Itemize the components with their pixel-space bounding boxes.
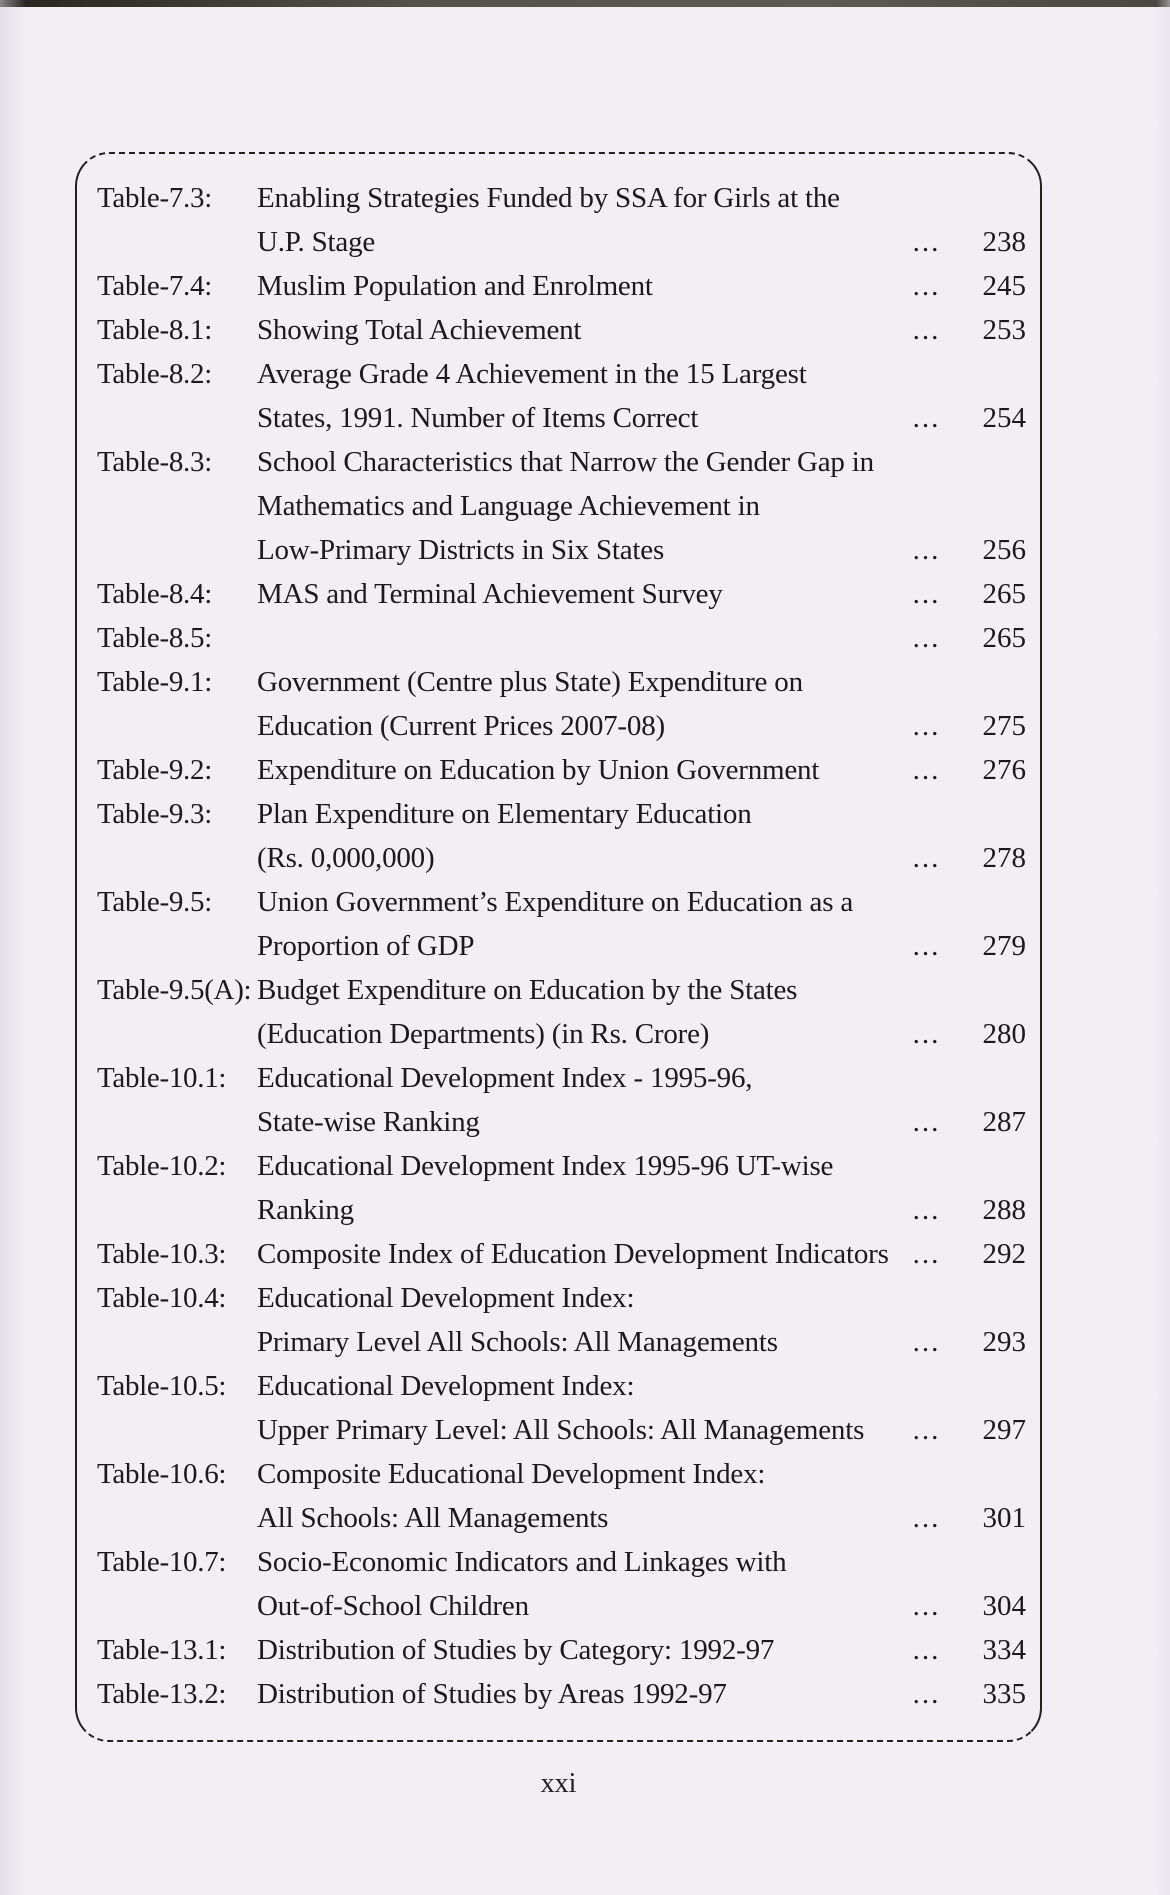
toc-entry-label: Table-13.2:	[97, 1678, 227, 1710]
toc-entry-title-line: Upper Primary Level: All Schools: All Managements	[257, 1414, 865, 1446]
page-number: 334	[982, 1634, 1026, 1666]
toc-entry-line	[97, 528, 1026, 572]
toc-entry-title-line: Composite Educational Development Index:	[257, 1458, 766, 1490]
toc-entry-line	[97, 1540, 1026, 1584]
toc-entry-line	[97, 220, 1026, 264]
toc-entry-label: Table-10.1:	[97, 1062, 227, 1094]
toc-entry-line	[97, 968, 1026, 1012]
dots-leader: ...	[912, 1194, 941, 1226]
toc-entry-title-line: Educational Development Index 1995-96 UT-wise	[257, 1150, 834, 1182]
toc-entry-title-line: All Schools: All Managements	[257, 1502, 609, 1534]
toc-entry-label: Table-8.5:	[97, 622, 212, 654]
dots-leader: ...	[912, 842, 941, 874]
dots-leader: ...	[912, 622, 941, 654]
toc-entry-line	[97, 704, 1026, 748]
toc-entry-line	[97, 1320, 1026, 1364]
toc-entry-label: Table-13.1:	[97, 1634, 227, 1666]
toc-entry-line	[97, 264, 1026, 308]
dots-leader: ...	[912, 1018, 941, 1050]
page-number: 288	[982, 1194, 1026, 1226]
dots-leader: ...	[912, 1238, 941, 1270]
scan-right-shadow	[1156, 0, 1170, 1895]
page-number: 275	[982, 710, 1026, 742]
toc-entry-title-line: Primary Level All Schools: All Managements	[257, 1326, 778, 1358]
toc-entry-line	[97, 440, 1026, 484]
toc-entry-label: Table-7.3:	[97, 182, 212, 214]
toc-entry-line	[97, 176, 1026, 220]
dots-leader: ...	[912, 226, 941, 258]
page-number: 287	[982, 1106, 1026, 1138]
toc-entry-line	[97, 748, 1026, 792]
toc-entry-title-line: Low-Primary Districts in Six States	[257, 534, 665, 566]
toc-entry-line	[97, 1452, 1026, 1496]
toc-entry-line	[97, 1188, 1026, 1232]
page-number: 265	[982, 622, 1026, 654]
toc-entry-title-line: Educational Development Index - 1995-96,	[257, 1062, 753, 1094]
toc-entry-line	[97, 1408, 1026, 1452]
folio-page-number: xxi	[540, 1768, 577, 1799]
page-number: 276	[982, 754, 1026, 786]
toc-entry-label: Table-9.1:	[97, 666, 212, 698]
toc-entry-title-line: Education (Current Prices 2007-08)	[257, 710, 665, 742]
toc-entry-line	[97, 396, 1026, 440]
toc-entry-title-line: U.P. Stage	[257, 226, 376, 258]
toc-entry-line	[97, 1232, 1026, 1276]
dots-leader: ...	[912, 402, 941, 434]
toc-entry-line	[97, 616, 1026, 660]
toc-entry-title-line: Proportion of GDP	[257, 930, 475, 962]
toc-entry-label: Table-8.4:	[97, 578, 212, 610]
toc-box	[75, 152, 1042, 1742]
dots-leader: ...	[912, 534, 941, 566]
toc-entry-line	[97, 792, 1026, 836]
page-number: 292	[982, 1238, 1026, 1270]
toc-entry-title-line: Plan Expenditure on Elementary Education	[257, 798, 752, 830]
toc-entry-line	[97, 1100, 1026, 1144]
toc-entry-line	[97, 308, 1026, 352]
toc-entry-line	[97, 484, 1026, 528]
toc-entry-title-line: Educational Development Index:	[257, 1282, 635, 1314]
toc-entry-title-line: Government (Centre plus State) Expenditure on	[257, 666, 803, 698]
toc-entry-label: Table-8.2:	[97, 358, 212, 390]
toc-entry-line	[97, 1056, 1026, 1100]
toc-entry-line	[97, 1584, 1026, 1628]
toc-entry-title-line: Out-of-School Children	[257, 1590, 529, 1622]
toc-entry-label: Table-10.4:	[97, 1282, 227, 1314]
dots-leader: ...	[912, 754, 941, 786]
toc-entry-line	[97, 1628, 1026, 1672]
toc-entry-line	[97, 1144, 1026, 1188]
toc-entry-title-line: Showing Total Achievement	[257, 314, 582, 346]
dots-leader: ...	[912, 1634, 941, 1666]
dots-leader: ...	[912, 578, 941, 610]
toc-entry-title-line: Socio-Economic Indicators and Linkages with	[257, 1546, 787, 1578]
toc-entry-label: Table-9.5(A):	[97, 974, 252, 1006]
page-number: 256	[982, 534, 1026, 566]
toc-entry-title-line: Composite Index of Education Development Indicators	[257, 1238, 889, 1270]
page-number: 245	[982, 270, 1026, 302]
toc-entry-line	[97, 1012, 1026, 1056]
toc-entry-title-line: Enabling Strategies Funded by SSA for Girls at the	[257, 182, 840, 214]
toc-entry-line	[97, 836, 1026, 880]
toc-entry-title-line: School Characteristics that Narrow the Gender Gap in	[257, 446, 874, 478]
toc-entry-label: Table-9.5:	[97, 886, 212, 918]
page-number: 238	[982, 226, 1026, 258]
page-number: 265	[982, 578, 1026, 610]
page-number: 253	[982, 314, 1026, 346]
toc-entry-line	[97, 1496, 1026, 1540]
toc-entry-title-line: Distribution of Studies by Areas 1992-97	[257, 1678, 727, 1710]
toc-entry-line	[97, 1276, 1026, 1320]
toc-entry-title-line: (Education Departments) (in Rs. Crore)	[257, 1018, 710, 1050]
dots-leader: ...	[912, 1590, 941, 1622]
dots-leader: ...	[912, 1502, 941, 1534]
scan-edge-artifact	[0, 0, 1170, 7]
toc-entry-title-line: Distribution of Studies by Category: 1992-97	[257, 1634, 775, 1666]
dots-leader: ...	[912, 270, 941, 302]
toc-entry-title-line: Muslim Population and Enrolment	[257, 270, 653, 302]
toc-entry-label: Table-9.2:	[97, 754, 212, 786]
page-number: 293	[982, 1326, 1026, 1358]
dots-leader: ...	[912, 710, 941, 742]
toc-entry-line	[97, 660, 1026, 704]
toc-entry-title-line: (Rs. 0,000,000)	[257, 842, 435, 874]
toc-entry-title-line: Ranking	[257, 1194, 354, 1226]
page-number: 254	[982, 402, 1026, 434]
toc-entry-label: Table-9.3:	[97, 798, 212, 830]
dots-leader: ...	[912, 314, 941, 346]
dots-leader: ...	[912, 930, 941, 962]
toc-entry-line	[97, 1672, 1026, 1716]
toc-entry-title-line: State-wise Ranking	[257, 1106, 480, 1138]
toc-entry-label: Table-10.3:	[97, 1238, 227, 1270]
page-number: 301	[982, 1502, 1026, 1534]
toc-entry-title-line: Budget Expenditure on Education by the States	[257, 974, 798, 1006]
toc-entry-line	[97, 880, 1026, 924]
dots-leader: ...	[912, 1106, 941, 1138]
toc-entry-label: Table-8.3:	[97, 446, 212, 478]
page-number: 279	[982, 930, 1026, 962]
toc-entry-label: Table-7.4:	[97, 270, 212, 302]
toc-entry-line	[97, 572, 1026, 616]
dots-leader: ...	[912, 1414, 941, 1446]
toc-entry-line	[97, 1364, 1026, 1408]
page-number: 297	[982, 1414, 1026, 1446]
toc-entry-line	[97, 352, 1026, 396]
toc-entry-line	[97, 924, 1026, 968]
toc-entry-title-line: Average Grade 4 Achievement in the 15 Largest	[257, 358, 807, 390]
page-number: 280	[982, 1018, 1026, 1050]
page-number: 278	[982, 842, 1026, 874]
toc-entry-label: Table-8.1:	[97, 314, 212, 346]
toc-entry-label: Table-10.2:	[97, 1150, 227, 1182]
toc-entry-label: Table-10.7:	[97, 1546, 227, 1578]
toc-entry-title-line: States, 1991. Number of Items Correct	[257, 402, 699, 434]
toc-entry-title-line: Mathematics and Language Achievement in	[257, 490, 760, 522]
toc-entry-title-line: Educational Development Index:	[257, 1370, 635, 1402]
scan-left-shadow	[0, 0, 26, 1895]
dots-leader: ...	[912, 1678, 941, 1710]
toc-entry-label: Table-10.6:	[97, 1458, 227, 1490]
toc-entry-title-line: MAS and Terminal Achievement Survey	[257, 578, 723, 610]
toc-entry-title-line: Expenditure on Education by Union Government	[257, 754, 820, 786]
toc-list	[97, 176, 1026, 1716]
toc-entry-title-line: Union Government’s Expenditure on Education as a	[257, 886, 854, 918]
dots-leader: ...	[912, 1326, 941, 1358]
toc-entry-label: Table-10.5:	[97, 1370, 227, 1402]
page-number: 304	[982, 1590, 1026, 1622]
page-number: 335	[982, 1678, 1026, 1710]
